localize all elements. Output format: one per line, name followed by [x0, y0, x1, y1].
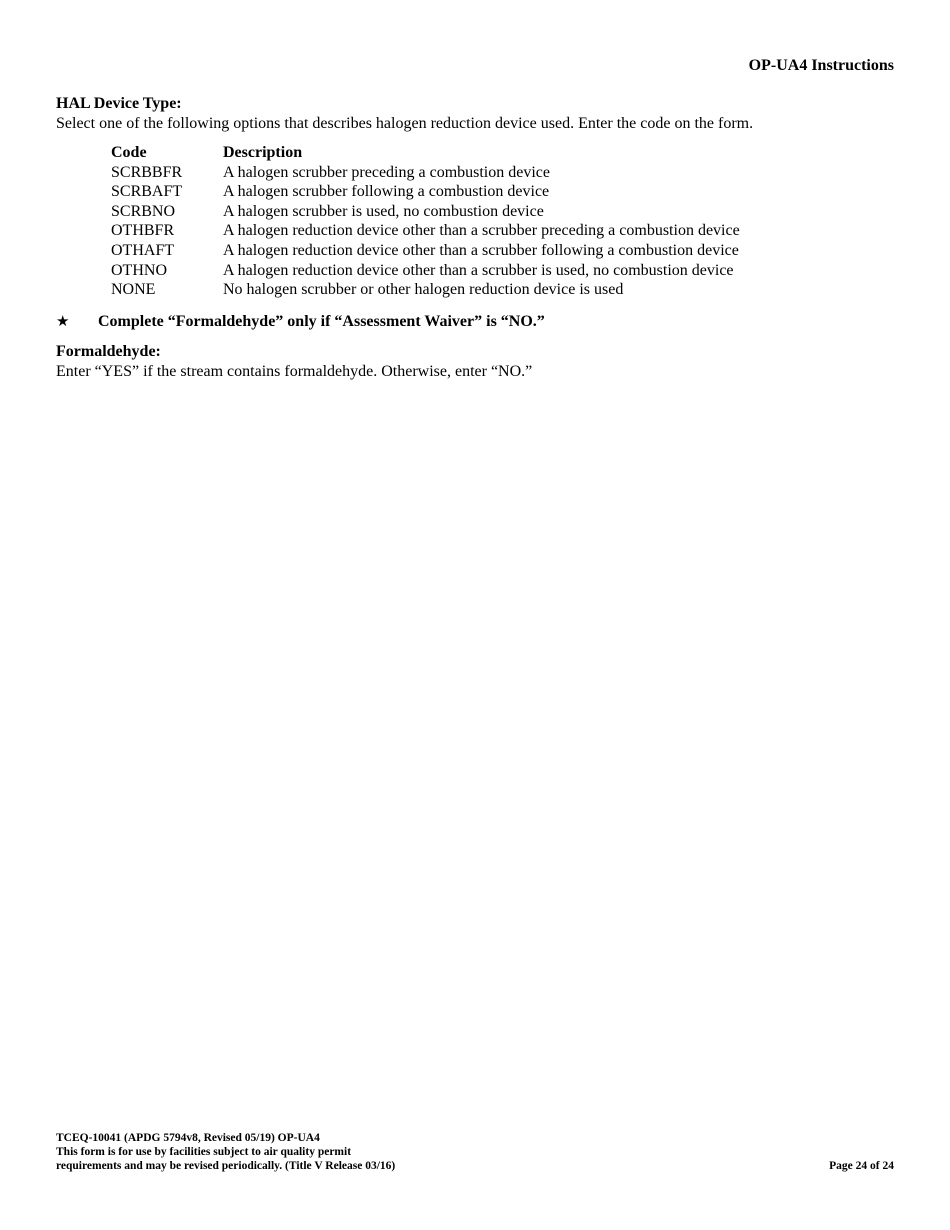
page-content [56, 94, 896, 382]
table-row [111, 202, 740, 222]
description-cell: A halogen reduction device other than a scrubber following a combustion device [223, 241, 739, 259]
footer-revision-line: requirements and may be revised periodically. (Title V Release 03/16) [56, 1160, 396, 1172]
table-row [111, 221, 740, 241]
page-header-title: OP-UA4 Instructions [748, 57, 894, 74]
hal-device-type-heading: HAL Device Type: [56, 95, 182, 112]
code-cell: SCRBNO [111, 202, 176, 220]
column-header-description: Description [223, 144, 303, 161]
table-row [111, 163, 740, 183]
code-cell: SCRBBFR [111, 163, 183, 181]
code-cell: OTHBFR [111, 222, 175, 240]
description-cell: A halogen scrubber is used, no combustion device [223, 202, 544, 220]
footer-form-id: TCEQ-10041 (APDG 5794v8, Revised 05/19) OP-UA4 [56, 1132, 320, 1144]
formaldehyde-heading: Formaldehyde: [56, 342, 161, 360]
page-footer [56, 1131, 894, 1173]
code-cell: NONE [111, 281, 156, 299]
formaldehyde-condition-text: Complete “Formaldehyde” only if “Assessment Waiver” is “NO.” [98, 312, 545, 330]
table-header-row [111, 143, 740, 163]
hal-device-type-section [56, 94, 896, 300]
formaldehyde-instruction: Enter “YES” if the stream contains formaldehyde. Otherwise, enter “NO.” [56, 362, 533, 380]
hal-device-code-table [111, 143, 740, 300]
code-cell: OTHAFT [111, 241, 175, 259]
code-cell: OTHNO [111, 261, 167, 279]
page-number: Page 24 of 24 [829, 1160, 894, 1172]
description-cell: A halogen scrubber preceding a combustion device [223, 163, 550, 181]
table-row [111, 261, 740, 281]
description-cell: No halogen scrubber or other halogen reduction device is used [223, 281, 624, 299]
formaldehyde-section [56, 342, 896, 382]
footer-usage-line: This form is for use by facilities subject to air quality permit [56, 1146, 352, 1158]
table-row [111, 182, 740, 202]
table-row [111, 280, 740, 300]
column-header-code: Code [111, 144, 147, 161]
hal-device-type-intro: Select one of the following options that describes halogen reduction device used. Enter the code on the form. [56, 115, 754, 132]
code-cell: SCRBAFT [111, 183, 183, 201]
description-cell: A halogen reduction device other than a scrubber is used, no combustion device [223, 261, 734, 279]
star-icon: ★ [56, 311, 70, 330]
table-row [111, 241, 740, 261]
description-cell: A halogen scrubber following a combustion device [223, 183, 550, 201]
description-cell: A halogen reduction device other than a scrubber preceding a combustion device [223, 222, 740, 240]
formaldehyde-condition-note [56, 311, 896, 332]
footer-form-info [56, 1131, 395, 1173]
